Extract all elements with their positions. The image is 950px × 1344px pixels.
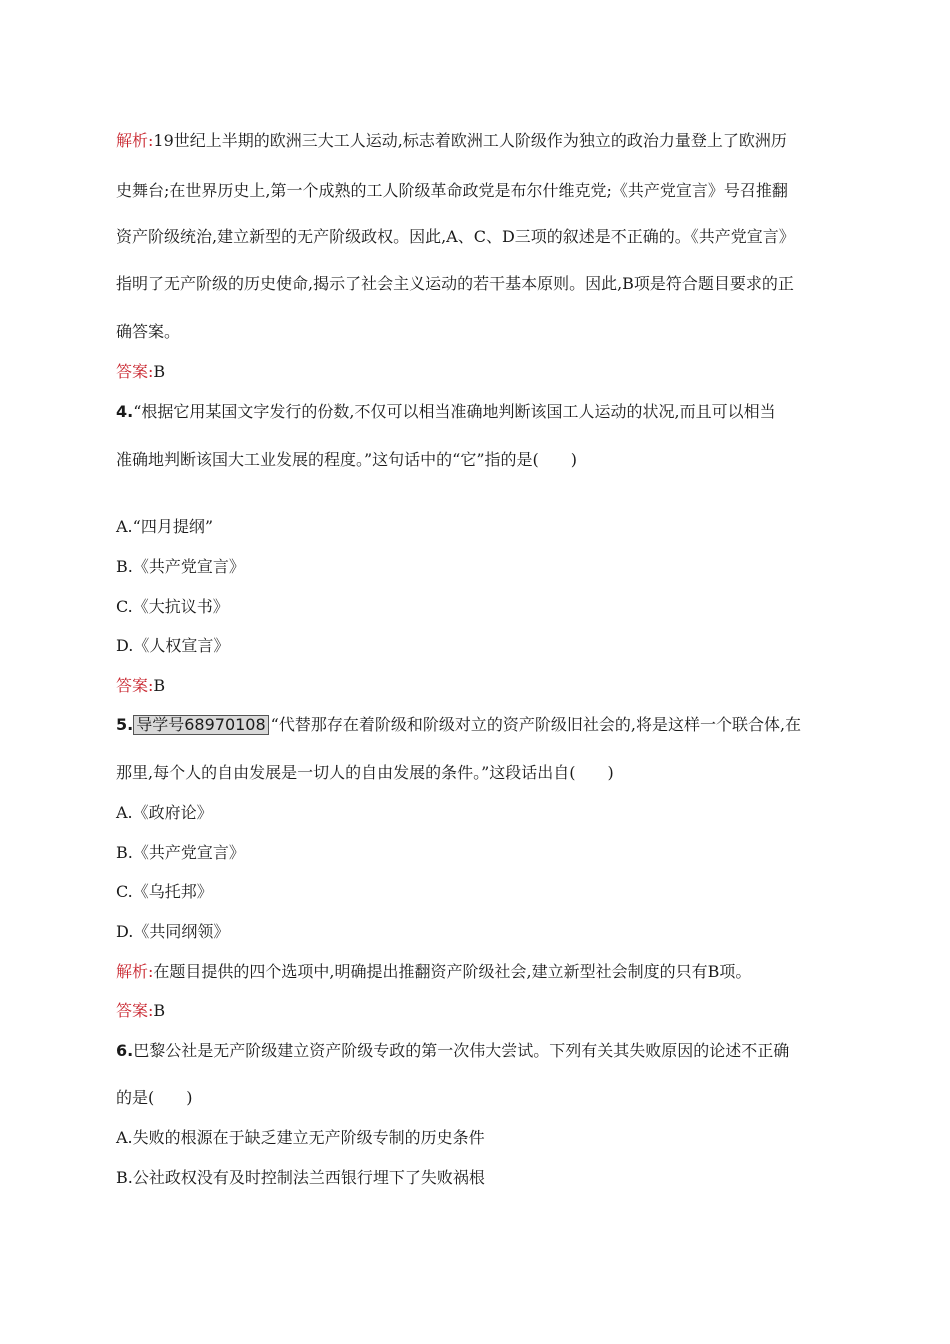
q5-analysis [116,962,751,982]
option-b: B.《共产党宣言》 [116,557,245,576]
answer-value: B [153,676,166,695]
option-a: A.失败的根源在于缺乏建立无产阶级专制的历史条件 [116,1128,485,1147]
answer-label: 答案: [116,362,154,381]
option-b: B.公社政权没有及时控制法兰西银行埋下了失败祸根 [116,1168,485,1187]
stem-text: 巴黎公社是无产阶级建立资产阶级专政的第一次伟大尝试。下列有关其失败原因的论述不正确 [133,1041,790,1060]
q5-stem-line: 那里,每个人的自由发展是一切人的自由发展的条件。”这段话出自( ) [116,763,614,782]
q3-analysis-line: 确答案。 [116,322,181,341]
q3-analysis-line: 史舞台;在世界历史上,第一个成熟的工人阶级革命政党是布尔什维克党;《共产党宣言》号召推翻 [116,181,788,200]
option-d: D.《共同纲领》 [116,922,230,941]
analysis-text: 19世纪上半期的欧洲三大工人运动,标志着欧洲工人阶级作为独立的政治力量登上了欧洲历 [153,131,787,150]
question-number: 4. [116,402,134,421]
q4-stem [116,402,776,422]
q3-analysis-line [116,131,787,151]
q3-analysis-line: 指明了无产阶级的历史使命,揭示了社会主义运动的若干基本原则。因此,B项是符合题目要求的正 [116,274,794,293]
q3-answer [116,362,165,382]
option-a: A.《政府论》 [116,803,213,822]
q4-stem-line: 准确地判断该国大工业发展的程度。”这句话中的“它”指的是( ) [116,450,578,469]
option-a: A.“四月提纲” [116,517,214,536]
stem-text: “代替那存在着阶级和阶级对立的资产阶级旧社会的,将是这样一个联合体,在 [270,715,802,734]
answer-value: B [153,362,166,381]
answer-label: 答案: [116,1001,154,1020]
q5-stem [116,715,801,735]
option-c: C.《大抗议书》 [116,597,229,616]
answer-value: B [153,1001,166,1020]
guide-number-tag[interactable]: 导学号68970108 [133,715,268,735]
analysis-text: 在题目提供的四个选项中,明确提出推翻资产阶级社会,建立新型社会制度的只有B项。 [153,962,752,981]
option-b: B.《共产党宣言》 [116,843,245,862]
q6-stem-line: 的是( ) [116,1088,193,1107]
option-d: D.《人权宣言》 [116,636,230,655]
question-number: 5. [116,715,134,734]
answer-label: 答案: [116,676,154,695]
q6-stem [116,1041,789,1061]
analysis-label: 解析: [116,131,154,150]
q5-answer [116,1001,165,1021]
q3-analysis-line: 资产阶级统治,建立新型的无产阶级政权。因此,A、C、D三项的叙述是不正确的。《共产党宣言》 [116,227,795,246]
option-c: C.《乌托邦》 [116,882,213,901]
stem-text: “根据它用某国文字发行的份数,不仅可以相当准确地判断该国工人运动的状况,而且可以相当 [133,402,776,421]
q4-answer [116,676,165,696]
question-number: 6. [116,1041,134,1060]
analysis-label: 解析: [116,962,154,981]
